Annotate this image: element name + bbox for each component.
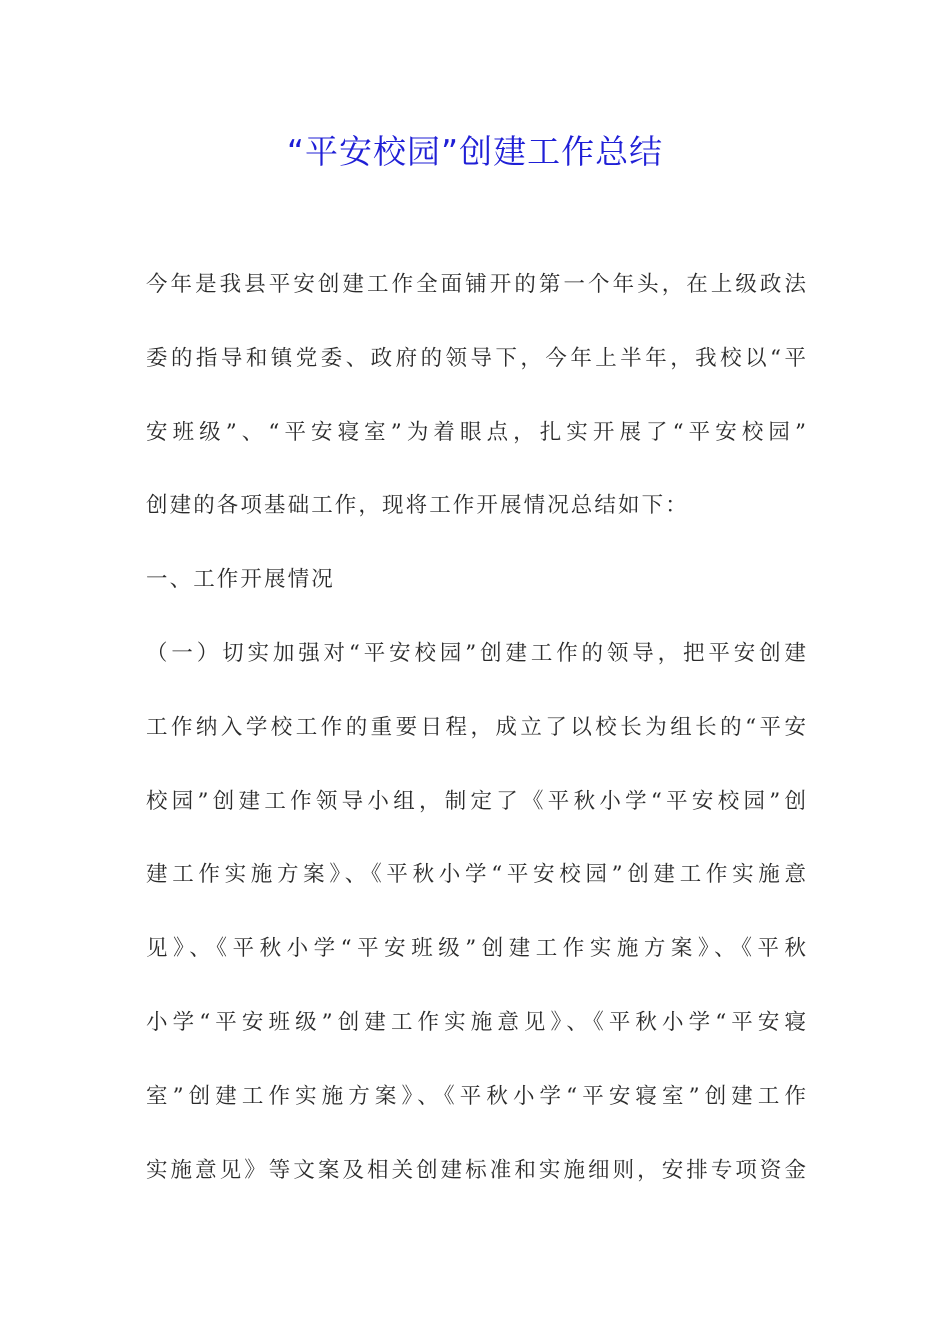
body-line: 见》、《平秋小学“平安班级”创建工作实施方案》、《平秋 [146, 936, 806, 962]
body-line: 建工作实施方案》、《平秋小学“平安校园”创建工作实施意 [146, 862, 806, 888]
document-title: “平安校园”创建工作总结 [286, 132, 664, 171]
body-line: （一）切实加强对“平安校园”创建工作的领导，把平安创建 [146, 640, 806, 666]
body-line: 创建的各项基础工作，现将工作开展情况总结如下： [146, 493, 689, 519]
body-line: 实施意见》等文案及相关创建标准和实施细则，安排专项资金 [146, 1157, 806, 1183]
body-line: 今年是我县平安创建工作全面铺开的第一个年头，在上级政法 [146, 272, 806, 297]
body-line: 小学“平安班级”创建工作实施意见》、《平秋小学“平安寝 [146, 1009, 806, 1035]
section-heading: 一、工作开展情况 [146, 567, 335, 593]
document-body [146, 264, 806, 1223]
body-line: 安班级”、“平安寝室”为着眼点，扎实开展了“平安校园” [146, 419, 806, 445]
body-line: 校园”创建工作领导小组，制定了《平秋小学“平安校园”创 [146, 788, 806, 814]
body-line: 工作纳入学校工作的重要日程，成立了以校长为组长的“平安 [146, 714, 806, 740]
body-line: 室”创建工作实施方案》、《平秋小学“平安寝室”创建工作 [146, 1083, 806, 1109]
body-line: 委的指导和镇党委、政府的领导下，今年上半年，我校以“平 [146, 345, 806, 371]
